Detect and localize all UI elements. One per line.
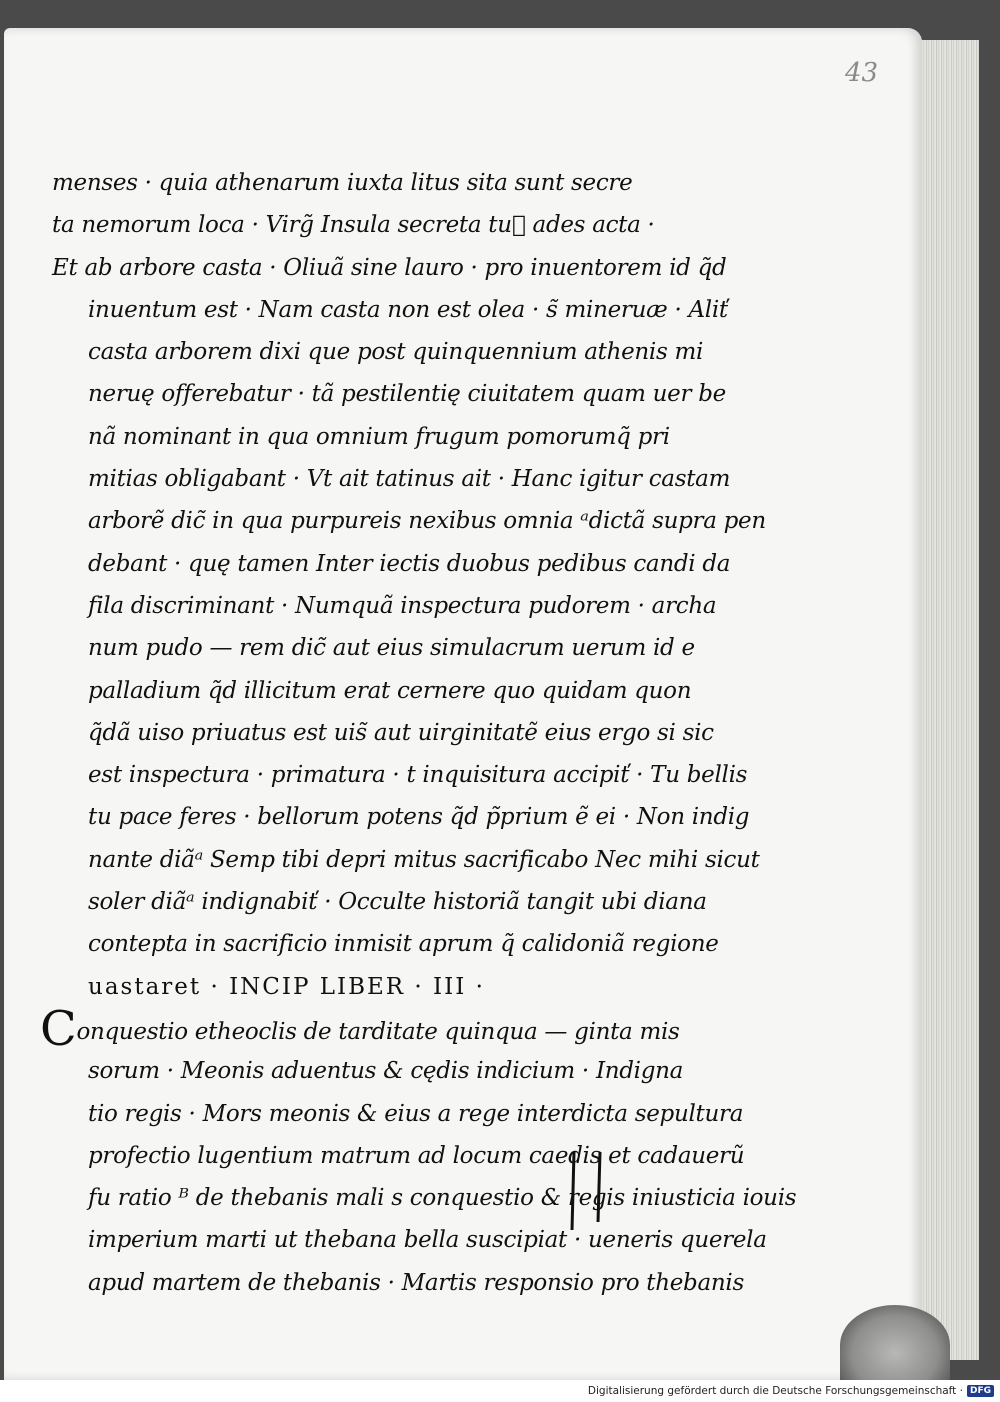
manuscript-line: soler diãᵃ indignabiť · Occulte historiã tangit ubi diana <box>88 889 707 916</box>
manuscript-line: casta arborem dixi que post quinquennium athenis mi <box>88 339 704 366</box>
manuscript-line: est inspectura · primatura · t inquisitura accipiť · Tu bellis <box>88 762 748 789</box>
incipit-rubric-line: uastaret · INCIP LIBER · III · <box>88 973 485 1000</box>
holding-thumb <box>840 1305 950 1380</box>
manuscript-line: contepta in sacrificio inmisit aprum q̃ calidoniã regione <box>88 931 719 958</box>
manuscript-line: fu ratio ᴮ de thebanis mali s conquestio & regis iniusticia iouis <box>88 1185 797 1212</box>
manuscript-line: nante diãᵃ Semp tibi depri mitus sacrificabo Nec mihi sicut <box>88 846 760 873</box>
manuscript-line: Et ab arbore casta · Oliuã sine lauro · pro inuentorem id q̃d <box>52 254 727 281</box>
manuscript-line: q̃dã uiso priuatus est uis̃ aut uirginitatẽ eius ergo si sic <box>88 719 714 746</box>
manuscript-line: tio regis · Mors meonis & eius a rege interdicta sepultura <box>88 1100 744 1127</box>
manuscript-line: tu pace feres · bellorum potens q̃d p̃prium ẽ ei · Non indig <box>88 804 750 831</box>
manuscript-line: ta nemorum loca · Virg̃ Insula secreta tuᷓ ades acta · <box>52 212 655 239</box>
digitization-credit: Digitalisierung gefördert durch die Deutsche Forschungsgemeinschaft · <box>587 1385 963 1397</box>
manuscript-text-block <box>40 162 830 1304</box>
manuscript-line: profectio lugentium matrum ad locum caedis et cadauerũ <box>88 1142 745 1169</box>
manuscript-line: arborẽ dic̃ in qua purpureis nexibus omnia ᵃdictã supra pen <box>88 508 766 535</box>
manuscript-line: num pudo — rem dic̃ aut eius simulacrum uerum id e <box>88 635 695 662</box>
manuscript-line: nã nominant in qua omnium frugum pomorumq̃ pri <box>88 423 670 450</box>
line-text: onquestio etheoclis de tarditate quinqua — ginta mis <box>76 1018 680 1045</box>
manuscript-line: fila discriminant · Numquã inspectura pudorem · archa <box>88 592 717 619</box>
manuscript-line: sorum · Meonis aduentus & cędis indicium · Indigna <box>88 1058 684 1085</box>
dfg-logo: DFG <box>967 1385 994 1397</box>
footer-bar <box>0 1380 1000 1402</box>
manuscript-line-initial <box>40 1008 830 1050</box>
drop-capital: C <box>40 1007 77 1051</box>
descender-strokes <box>560 1152 620 1232</box>
manuscript-line: menses · quia athenarum iuxta litus sita sunt secre <box>52 170 633 196</box>
manuscript-line: mitias obligabant · Vt ait tatinus ait · Hanc igitur castam <box>88 466 731 493</box>
manuscript-line: debant · quę tamen Inter iectis duobus pedibus candi da <box>88 550 731 577</box>
manuscript-line: imperium marti ut thebana bella suscipiat · ueneris querela <box>88 1227 767 1254</box>
manuscript-line: neruę offerebatur · tã pestilentię ciuitatem quam uer be <box>88 381 726 408</box>
folio-number: 43 <box>845 58 879 88</box>
manuscript-line: palladium q̃d illicitum erat cernere quo quidam quon <box>88 677 692 704</box>
manuscript-line: apud martem de thebanis · Martis responsio pro thebanis <box>88 1269 744 1296</box>
manuscript-line: inuentum est · Nam casta non est olea · s̃ mineruæ · Aliť <box>88 296 728 323</box>
